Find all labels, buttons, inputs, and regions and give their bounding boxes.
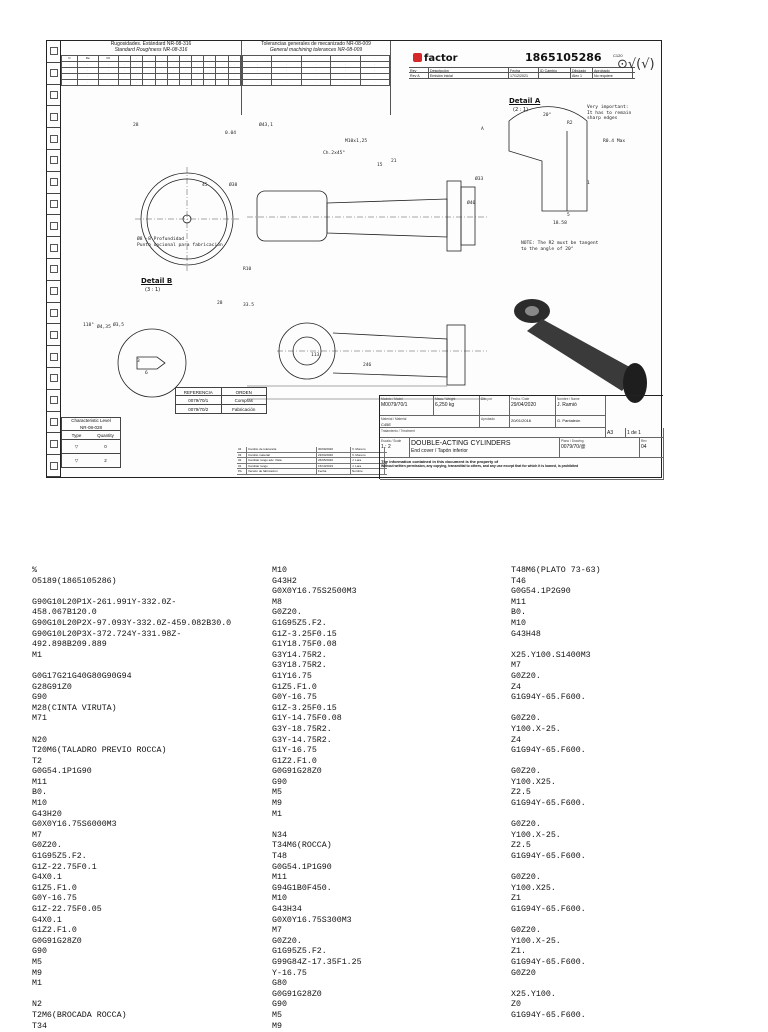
note-r2-tangent: NOTE: The R2 must be tangent to the angle of 20°: [521, 241, 599, 252]
program-line: G1Y-14.75F0.08: [272, 714, 342, 724]
program-line: Y100.X25.: [511, 883, 556, 893]
program-line: Z1: [511, 894, 521, 904]
program-line: G1Z2.F1.0: [272, 756, 317, 766]
program-line: [511, 640, 741, 651]
program-line: N20: [32, 735, 47, 745]
program-line: G28G91Z0: [32, 682, 72, 692]
program-line: M71: [32, 714, 47, 724]
program-column-2: [272, 566, 502, 1032]
program-line: G1G95Z5.F2.: [272, 947, 327, 957]
program-line: G90G10L20P1X-261.991Y-332.0Z-: [32, 597, 177, 607]
program-line: M8: [272, 597, 282, 607]
drawing-title: DOUBLE-ACTING CYLINDERS: [411, 440, 511, 447]
program-line: M1: [32, 650, 42, 660]
program-line: [511, 979, 741, 990]
part-3d-render: [514, 299, 647, 403]
dimension-label: 21: [391, 159, 397, 164]
program-line: G0G91G28Z0: [272, 989, 322, 999]
dimension-label: M10x1,25: [345, 139, 368, 144]
program-line: G0Z20: [511, 968, 536, 978]
program-line: T48: [272, 852, 287, 862]
program-line: M7: [272, 926, 282, 936]
program-line: G1G94Y-65.F600.: [511, 746, 586, 756]
program-line: Y100.X-25.: [511, 936, 561, 946]
program-line: G90: [32, 693, 47, 703]
program-line: G0G54.1P1G90: [32, 767, 92, 777]
program-line: M5: [272, 1010, 282, 1020]
dimension-label: 18.58: [553, 221, 567, 226]
program-line: G0G91G28Z0: [272, 767, 322, 777]
program-line: G43H2: [272, 576, 297, 586]
dimension-label: 28: [133, 123, 139, 128]
program-line: T20M6(TALADRO PREVIO ROCCA): [32, 746, 167, 756]
dimension-label: 5: [567, 213, 570, 218]
program-line: T46: [511, 576, 526, 586]
change-history-table: 04 Cambio de tolerancia 30/09/2020 V. Moreno 03 Cambio material 23/04/2020 V. Moreno 02 Cambiar rango adv. Vista 26/05/2020 J. Lara 01 Cambiar rango 15/10/2019 J. Lara PA Versión de fabricación Fecha Nombre: [237, 447, 387, 475]
finish-check-icon: ⊙√(√): [617, 57, 655, 72]
program-line: G0G17G21G40G80G90G94: [32, 671, 132, 681]
dimension-label: Ø3,5: [113, 323, 125, 328]
dimension-label: Ø33: [475, 177, 484, 182]
program-line: [511, 704, 741, 715]
program-line: M28(CINTA VIRUTA): [32, 703, 117, 713]
program-line: M9: [272, 799, 282, 809]
program-line: G0X0Y16.75S6000M3: [32, 820, 117, 830]
program-line: G1G94Y-65.F600.: [511, 799, 586, 809]
dimension-label: 118°: [83, 323, 95, 328]
tolerances-title: Tolerancias generales de mecanizado NR-08-009: [261, 41, 371, 47]
dimension-label: Ø38: [229, 183, 238, 188]
program-line: G0Z20.: [272, 608, 302, 618]
program-line: [32, 990, 262, 1001]
program-line: 492.898B209.889: [32, 640, 107, 650]
program-line: G4X0.1: [32, 873, 62, 883]
detail-b-scale: (3 : 1): [145, 287, 161, 293]
characteristic-level-table: Characteristic Level NR-08-028 Type Quantity ▽ 0 ▽ 2: [61, 417, 121, 468]
datum-label: A: [481, 127, 484, 132]
dimension-label: 0.04: [225, 131, 237, 136]
program-line: G3Y-14.75R2.: [272, 735, 332, 745]
program-line: G0Z20.: [511, 767, 541, 777]
program-line: M7: [511, 661, 521, 671]
program-line: G0Z20.: [511, 714, 541, 724]
dimension-label: R2: [567, 121, 573, 126]
note-sharp-edges: Very important: It has to remain sharp edges: [587, 105, 632, 122]
program-line: G1Y18.75F0.08: [272, 640, 337, 650]
program-line: G0Z20.: [272, 936, 302, 946]
program-line: G0G54.1P1G90: [272, 862, 332, 872]
program-line: G0G54.1P2G90: [511, 587, 571, 597]
program-line: T2: [32, 756, 42, 766]
program-line: B0.: [511, 608, 526, 618]
program-line: G90: [32, 947, 47, 957]
program-line: X25.Y100.S1400M3: [511, 650, 591, 660]
program-line: M7: [32, 830, 42, 840]
technical-drawing: [46, 40, 662, 478]
program-line: G1G94Y-65.F600.: [511, 693, 586, 703]
program-line: G3Y14.75R2.: [272, 650, 327, 660]
program-line: [511, 863, 741, 874]
program-line: M1: [272, 809, 282, 819]
surface-finish-symbol: C120 ⊙√(√): [613, 53, 655, 72]
program-line: M11: [272, 873, 287, 883]
program-line: [511, 810, 741, 821]
program-line: N34: [272, 830, 287, 840]
program-line: G1Z5.F1.0: [272, 682, 317, 692]
program-line: G1G95Z5.F2.: [32, 852, 87, 862]
tolerances-table: Tolerancias generales de mecanizado NR-08-009 General machining tolerances NR-08-009 · · · · · · · · · · · · · · · · · · · · · · · · ·: [241, 41, 391, 115]
dimension-label: 113: [311, 353, 320, 358]
program-line: G3Y18.75R2.: [272, 661, 327, 671]
program-line: T48M6(PLATO 73-63): [511, 566, 601, 575]
company-logo: factor: [413, 53, 458, 64]
program-line: M1: [32, 979, 42, 989]
dimension-label: 33.5: [243, 303, 255, 308]
dimension-label: 45: [202, 183, 208, 188]
program-line: G0Y-16.75: [272, 693, 317, 703]
program-line: G3Y-18.75R2.: [272, 724, 332, 734]
reference-table: REFERENCIA ORDEN 0079/70/1 Compras 0079/70/2 Fabricación: [175, 387, 267, 414]
program-line: G1Z2.F1.0: [32, 926, 77, 936]
program-line: %: [32, 566, 37, 575]
program-line: G0Z20.: [511, 820, 541, 830]
program-line: G0G91G28Z0: [32, 936, 82, 946]
program-line: [511, 916, 741, 927]
program-line: Y100.X25.: [511, 777, 556, 787]
program-line: G1Z-22.75F0.05: [32, 905, 102, 914]
roughness-table: Rugosidades. Estándard NR-08-316 Standard Roughness NR-08-316 N Ra Rz · · · · · · · · · · · · · · · · · · · · · · · · · · · · · · · · · · · · · · · · · · · · · · · · · · · · · · · · · · · · · ·: [61, 41, 241, 115]
program-line: G0Z20.: [32, 841, 62, 851]
program-line: N2: [32, 1000, 42, 1010]
program-line: G1Y-16.75: [272, 746, 317, 756]
dimension-label: Ø40: [467, 201, 476, 206]
program-column-3: [511, 566, 741, 1022]
note-hole-optional: Ø8 -8 Profundidad Punto opcional para fabricación: [137, 237, 223, 248]
program-line: [32, 661, 262, 672]
program-line: G90: [272, 777, 287, 787]
program-line: G1Z-22.75F0.1: [32, 862, 97, 872]
dimension-label: Ø4,35: [97, 325, 111, 330]
program-line: G1G94Y-65.F600.: [511, 1010, 586, 1020]
program-line: G90G10L20P3X-372.724Y-331.98Z-: [32, 629, 182, 639]
program-line: 458.067B120.0: [32, 608, 97, 618]
program-line: G0X0Y16.75S2500M3: [272, 587, 357, 597]
program-line: G0X0Y16.75S300M3: [272, 915, 352, 925]
program-line: G1Z-3.25F0.15: [272, 629, 337, 639]
roughness-subtitle: Standard Roughness NR-08-316: [114, 47, 188, 53]
program-line: Z4: [511, 682, 521, 692]
roughness-title: Rugosidades. Estándard NR-08-316: [110, 41, 192, 47]
program-line: G1G95Z5.F2.: [272, 618, 327, 628]
program-line: M10: [511, 618, 526, 628]
program-line: Z2.5: [511, 788, 531, 798]
program-line: G43H48: [511, 629, 541, 639]
triangle-icon: ▽: [74, 457, 79, 463]
program-line: G94G1B0F450.: [272, 883, 332, 893]
program-line: T2M6(BROCADA ROCCA): [32, 1010, 127, 1020]
program-line: G90G10L20P2X-97.093Y-332.0Z-459.082B30.0: [32, 618, 232, 628]
program-line: X25.Y100.: [511, 989, 556, 999]
program-line: [32, 725, 262, 736]
program-line: G1Z5.F1.0: [32, 883, 77, 893]
dimension-label: Ch.2x45°: [323, 151, 346, 156]
program-line: G0Z20.: [511, 671, 541, 681]
program-line: M9: [32, 968, 42, 978]
program-line: T34M6(ROCCA): [272, 841, 332, 851]
program-line: Y-16.75: [272, 968, 307, 978]
program-line: O5189(1865105286): [32, 576, 117, 586]
tolerances-subtitle: General machining tolerances NR-08-009: [269, 47, 363, 53]
program-line: Z1.: [511, 947, 526, 957]
program-line: G0Z20.: [511, 873, 541, 883]
program-line: M5: [32, 957, 42, 967]
program-line: Z4: [511, 735, 521, 745]
program-line: Z0: [511, 1000, 521, 1010]
program-line: M5: [272, 788, 282, 798]
dimension-label: 15: [377, 163, 383, 168]
program-line: G99G84Z-17.35F1.25: [272, 957, 362, 967]
program-line: M11: [511, 597, 526, 607]
detail-a-scale: (2 : 1): [513, 107, 529, 113]
dimension-label: 20°: [543, 113, 552, 118]
program-line: M11: [32, 777, 47, 787]
program-line: T34: [32, 1021, 47, 1031]
program-line: G0Z20.: [511, 926, 541, 936]
program-line: G80: [272, 979, 287, 989]
program-line: G1Y16.75: [272, 671, 312, 681]
part-number: 1865105286: [525, 51, 602, 64]
program-line: B0.: [32, 788, 47, 798]
dimension-label: 246: [363, 363, 372, 368]
program-line: M10: [272, 894, 287, 904]
program-line: G1G94Y-65.F600.: [511, 905, 586, 914]
triangle-icon: ▽: [74, 443, 79, 449]
program-line: [32, 587, 262, 598]
program-line: G1G94Y-65.F600.: [511, 957, 586, 967]
title-block: Modelo / Model M0079/70/1 Masa / Weight 6,250 kg Dib. por Fecha / Date 29/04/2020 Nombre / Name J. Ramió Material / Material C45E Aprobado 20/01/2016 G. Pantaleón Tratamiento / Treatment A3 1 de 1 Escala / Scale 1 : 2 DOUBLE-ACTING CYLINDERS End cover / Tapón inferior Plano / Drawing 0079/70/@ Rev 04 The information contained in this document is the property of Without written permission, any copying, transmittal to others, and any use except that for which it is loaned, is prohibited: [379, 395, 663, 479]
dimension-label: 6: [145, 371, 148, 376]
program-line: G0Y-16.75: [32, 894, 77, 904]
program-line: M10: [32, 799, 47, 809]
program-line: Y100.X-25.: [511, 724, 561, 734]
dimension-label: 1: [587, 181, 590, 186]
program-line: [272, 820, 502, 831]
detail-a-title: Detail A: [509, 97, 541, 105]
program-line: [511, 757, 741, 768]
program-line: Z2.5: [511, 841, 531, 851]
revision-table: Rev Descripción Fecha ID Cambio Dibujado Aprobado Rev A Emisión inicial 17/12/2021 Alex 1 No requiere: [409, 67, 635, 79]
dimension-label: 3: [137, 359, 140, 364]
dimension-label: R10: [243, 267, 252, 272]
program-line: G43H34: [272, 905, 302, 914]
dimension-label: Ø43,1: [259, 123, 273, 128]
dimension-label: 28: [217, 301, 223, 306]
note-r04: R0.4 Max: [603, 139, 626, 144]
program-line: G43H20: [32, 809, 62, 819]
program-line: M9: [272, 1021, 282, 1031]
program-line: G90: [272, 1000, 287, 1010]
program-line: Y100.X-25.: [511, 830, 561, 840]
program-line: G1G94Y-65.F600.: [511, 852, 586, 862]
program-line: G4X0.1: [32, 915, 62, 925]
detail-b-title: Detail B: [141, 277, 173, 285]
program-line: G1Z-3.25F0.15: [272, 703, 337, 713]
program-line: M10: [272, 566, 287, 575]
program-column-1: [32, 566, 262, 1032]
